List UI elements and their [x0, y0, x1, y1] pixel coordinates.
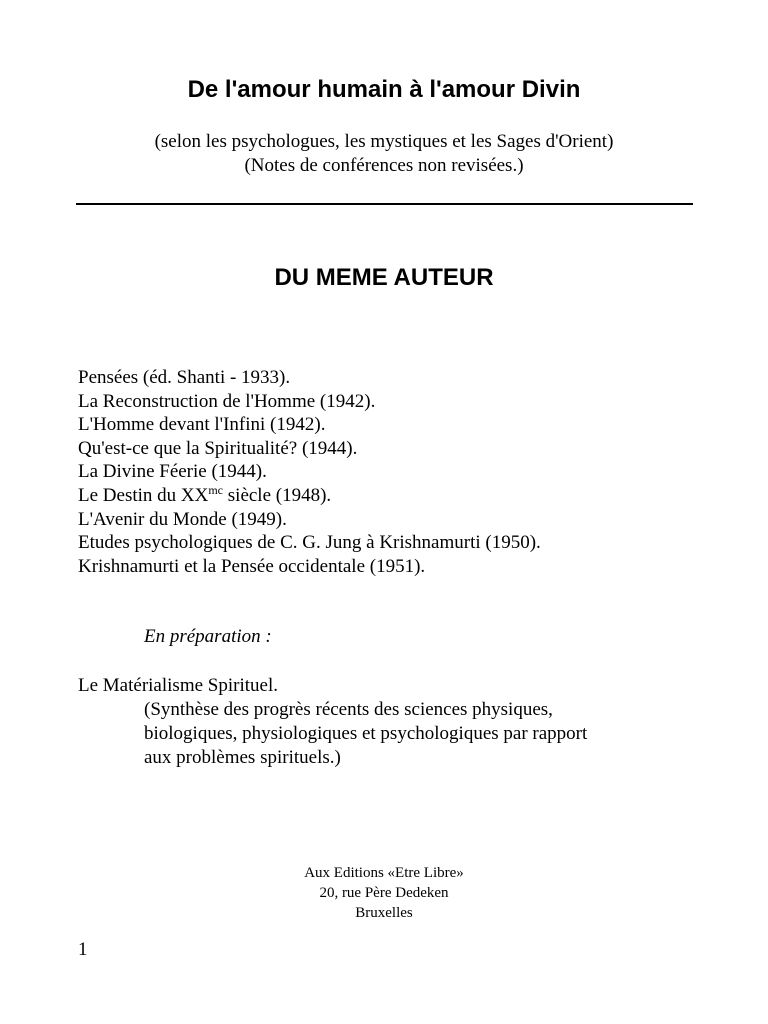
- work-item: Krishnamurti et la Pensée occidentale (1951).: [78, 555, 426, 577]
- preparation-label: En préparation :: [144, 626, 272, 647]
- work-item: La Divine Féerie (1944).: [78, 461, 267, 483]
- upcoming-work: [78, 674, 718, 770]
- section-heading: DU MEME AUTEUR: [274, 264, 494, 291]
- publisher-info: [0, 863, 768, 923]
- description-line: biologiques, physiologiques et psychologiques par rapport: [144, 723, 588, 744]
- works-list: [78, 366, 718, 578]
- publisher-line: 20, rue Père Dedeken: [319, 885, 449, 901]
- work-item-superscript: mc: [208, 482, 224, 497]
- work-item: Etudes psychologiques de C. G. Jung à Krishnamurti (1950).: [78, 532, 541, 554]
- work-item: Qu'est-ce que la Spiritualité? (1944).: [78, 437, 358, 459]
- subtitle-line: (Notes de conférences non revisées.): [244, 155, 524, 176]
- work-item: [78, 484, 718, 508]
- work-item-text: siècle (1948).: [223, 484, 332, 506]
- work-item: Pensées (éd. Shanti - 1933).: [78, 367, 291, 388]
- work-item-text: Le Destin du XX: [78, 484, 209, 506]
- subtitle-line: (selon les psychologues, les mystiques et les Sages d'Orient): [154, 131, 614, 152]
- horizontal-divider: [76, 203, 693, 205]
- publisher-line: Bruxelles: [355, 905, 413, 921]
- description-line: aux problèmes spirituels.): [144, 747, 341, 768]
- document-subtitle: [0, 130, 768, 178]
- description-line: (Synthèse des progrès récents des sciences physiques,: [144, 699, 553, 720]
- work-item: L'Avenir du Monde (1949).: [78, 508, 287, 530]
- work-item: L'Homme devant l'Infini (1942).: [78, 414, 326, 436]
- upcoming-work-description: [78, 698, 718, 770]
- work-item: La Reconstruction de l'Homme (1942).: [78, 390, 376, 412]
- upcoming-work-title: Le Matérialisme Spirituel.: [78, 675, 278, 696]
- document-title: De l'amour humain à l'amour Divin: [187, 76, 581, 103]
- publisher-line: Aux Editions «Etre Libre»: [304, 865, 464, 881]
- page-number: 1: [78, 939, 88, 960]
